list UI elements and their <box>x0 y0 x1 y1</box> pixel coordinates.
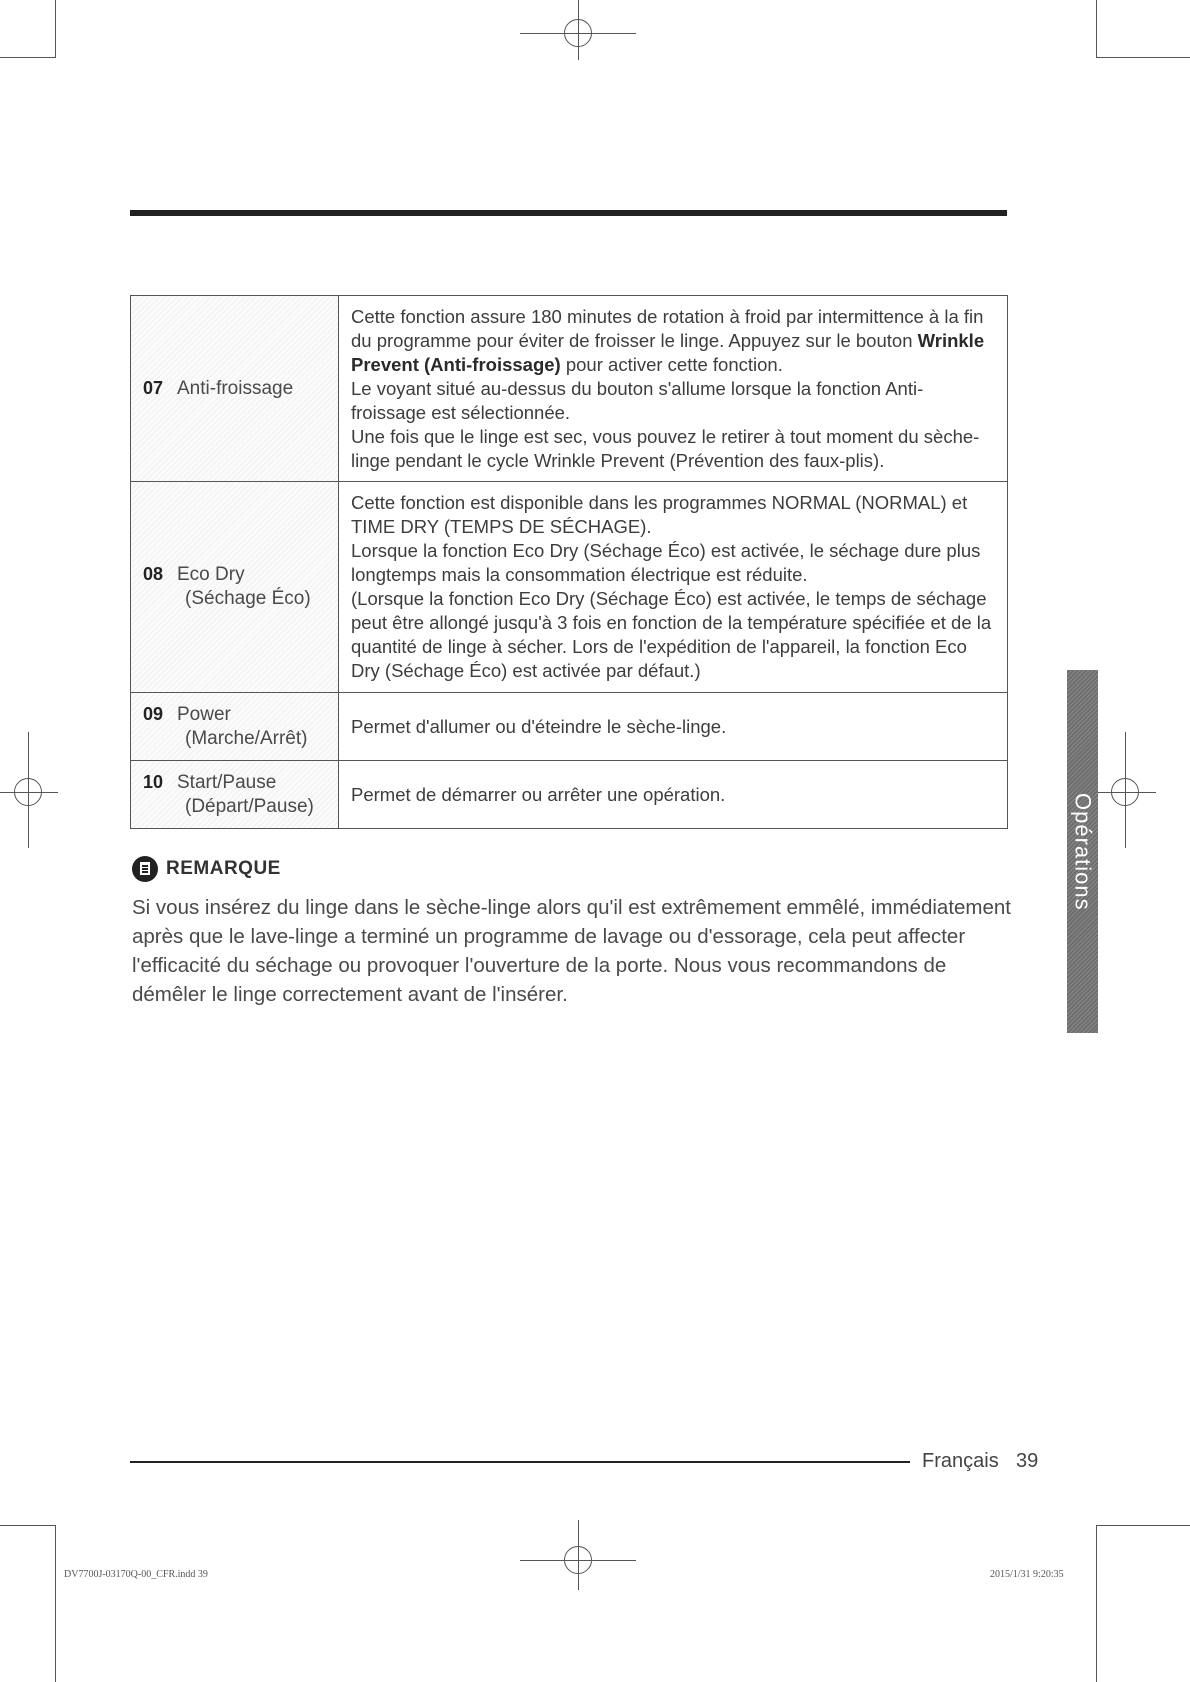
desc-text: Cette fonction assure 180 minutes de rotation à froid par intermittence à la fin du programme pour éviter de froisser le linge. Appuyez sur le bouton <box>351 305 984 351</box>
table-row <box>131 296 1008 482</box>
row-label-cell <box>131 296 339 482</box>
page-number: 39 <box>1016 1450 1039 1472</box>
desc-paragraph: (Lorsque la fonction Eco Dry (Séchage Éco) est activée, le temps de séchage peut être allongé jusqu'à 3 fois en fonction de la température spécifiée et de la quantité de linge à sécher. Lors de l'expédition de l'appareil, la fonction Eco Dry (Séchage Éco) est activée par défaut.) <box>351 588 992 681</box>
desc-paragraph: Permet de démarrer ou arrêter une opération. <box>351 783 726 805</box>
desc-paragraph <box>351 305 995 377</box>
row-label-cell <box>131 693 339 761</box>
desc-paragraph: Permet d'allumer ou d'éteindre le sèche-linge. <box>351 715 727 737</box>
row-sublabel: (Départ/Pause) <box>185 795 314 817</box>
registration-mark-v <box>28 732 29 848</box>
row-description <box>339 296 1008 482</box>
registration-mark-v <box>578 0 579 60</box>
print-slug-date: 2015/1/31 9:20:35 <box>990 1569 1064 1580</box>
row-description <box>339 482 1008 693</box>
crop-mark <box>0 57 56 58</box>
section-tab <box>1067 670 1098 1033</box>
registration-mark-h <box>0 792 58 793</box>
crop-mark <box>55 1525 56 1682</box>
row-label: Start/Pause <box>177 771 277 793</box>
table-row <box>131 761 1008 829</box>
note-body: Si vous insérez du linge dans le sèche-linge alors qu'il est extrêmement emmêlé, immédiatement après que le lave-linge a terminé un programme de lavage ou d'essorage, cela peut affecter l'efficacité du séchage ou provoquer l'ouverture de la porte. Nous vous recommandons de démêler le linge correctement avant de l'insérer. <box>132 896 1011 1006</box>
header-rule <box>130 210 1007 216</box>
row-number: 09 <box>143 703 164 724</box>
function-table <box>130 295 1008 829</box>
button-name: Wrinkle Prevent (Anti-froissage) <box>351 329 985 375</box>
document-icon <box>140 862 150 875</box>
row-label-cell <box>131 761 339 829</box>
crop-mark <box>55 0 56 57</box>
crop-mark <box>1096 1525 1190 1526</box>
row-sublabel: (Séchage Éco) <box>185 588 311 609</box>
table-row <box>131 482 1008 693</box>
row-label: Eco Dry <box>177 564 245 585</box>
row-label: Power <box>177 703 231 725</box>
registration-mark-v <box>578 1520 579 1590</box>
row-number: 07 <box>143 377 164 398</box>
note-header <box>132 856 281 882</box>
desc-text: pour activer cette fonction. <box>560 353 783 375</box>
print-slug-file: DV7700J-03170Q-00_CFR.indd 39 <box>64 1569 208 1580</box>
footer-language: Français <box>922 1450 999 1472</box>
desc-paragraph: Cette fonction est disponible dans les programmes NORMAL (NORMAL) et TIME DRY (TEMPS DE SÉCHAGE). <box>351 492 968 537</box>
crop-mark <box>1096 1525 1097 1682</box>
row-sublabel: (Marche/Arrêt) <box>185 727 308 749</box>
registration-mark-v <box>1125 732 1126 848</box>
crop-mark <box>1096 57 1190 58</box>
desc-paragraph: Une fois que le linge est sec, vous pouvez le retirer à tout moment du sèche-linge pendant le cycle Wrinkle Prevent (Prévention des faux-plis). <box>351 425 980 471</box>
row-number: 10 <box>143 771 164 792</box>
row-label: Anti-froissage <box>177 377 294 399</box>
desc-paragraph: Lorsque la fonction Eco Dry (Séchage Éco) est activée, le séchage dure plus longtemps mais la consommation électrique est réduite. <box>351 540 981 585</box>
footer-rule <box>130 1461 910 1463</box>
row-description <box>339 761 1008 829</box>
desc-paragraph: Le voyant situé au-dessus du bouton s'allume lorsque la fonction Anti-froissage est sélectionnée. <box>351 377 924 423</box>
row-number: 08 <box>143 564 164 584</box>
table-row <box>131 693 1008 761</box>
section-tab-label: Opérations <box>1070 792 1096 911</box>
row-label-cell <box>131 482 339 693</box>
note-icon <box>132 856 158 882</box>
row-description <box>339 693 1008 761</box>
crop-mark <box>1096 0 1097 57</box>
note-title: REMARQUE <box>166 858 281 879</box>
crop-mark <box>0 1525 56 1526</box>
